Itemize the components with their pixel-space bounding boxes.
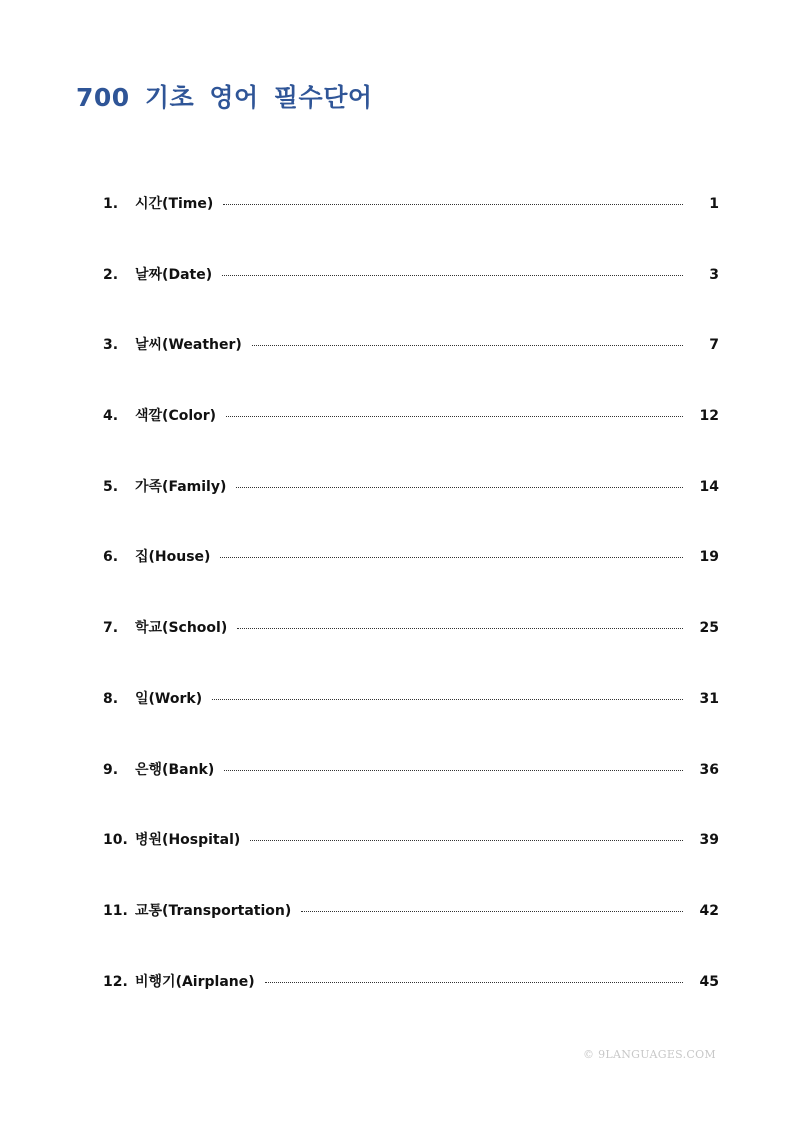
- toc-entry-page: 19: [699, 549, 719, 566]
- toc-entry-title: 가족(Family): [135, 478, 227, 495]
- toc-entry-number: 8.: [103, 690, 119, 707]
- toc-entry-school[interactable]: [103, 610, 719, 681]
- toc-entry-page: 42: [699, 902, 719, 919]
- toc-entry-number: 10.: [103, 832, 128, 849]
- toc-entry-page: 14: [699, 478, 719, 495]
- copyright-watermark: © 9LANGUAGES.COM: [583, 1048, 716, 1061]
- toc-entry-page: 31: [699, 690, 719, 707]
- dot-leader: [250, 839, 683, 841]
- toc-entry-title: 날씨(Weather): [135, 337, 242, 354]
- toc-entry-number: 11.: [103, 902, 128, 919]
- dot-leader: [236, 486, 683, 488]
- toc-entry-date[interactable]: [103, 257, 719, 328]
- toc-entry-transportation[interactable]: [103, 893, 719, 964]
- toc-entry-title: 교통(Transportation): [135, 902, 292, 919]
- dot-leader: [237, 627, 683, 629]
- dot-leader: [252, 344, 683, 346]
- toc-entry-page: 3: [709, 266, 719, 283]
- toc-entry-house[interactable]: [103, 539, 719, 610]
- dot-leader: [224, 769, 683, 771]
- dot-leader: [212, 698, 683, 700]
- toc-entry-time[interactable]: [103, 186, 719, 257]
- toc-entry-page: 1: [709, 196, 719, 212]
- dot-leader: [265, 981, 683, 983]
- table-of-contents: [103, 186, 719, 1034]
- toc-entry-number: 12.: [103, 973, 128, 990]
- toc-entry-title: 은행(Bank): [135, 761, 215, 778]
- dot-leader: [226, 415, 683, 417]
- dot-leader: [223, 203, 683, 205]
- toc-entry-family[interactable]: [103, 469, 719, 540]
- toc-entry-color[interactable]: [103, 398, 719, 469]
- toc-entry-title: 집(House): [135, 549, 211, 566]
- toc-entry-number: 6.: [103, 549, 119, 566]
- toc-entry-page: 36: [699, 761, 719, 778]
- toc-entry-page: 39: [699, 832, 719, 849]
- toc-entry-work[interactable]: [103, 681, 719, 752]
- toc-entry-number: 5.: [103, 478, 119, 495]
- page-title: 700 기초 영어 필수단어: [76, 83, 373, 112]
- toc-entry-number: 1.: [103, 196, 119, 212]
- toc-entry-number: 3.: [103, 337, 119, 354]
- toc-entry-number: 2.: [103, 266, 119, 283]
- toc-entry-title: 일(Work): [135, 690, 203, 707]
- toc-entry-title: 색깔(Color): [135, 408, 217, 425]
- toc-entry-title: 비행기(Airplane): [135, 973, 255, 990]
- dot-leader: [222, 274, 683, 276]
- toc-entry-title: 학교(School): [135, 620, 228, 637]
- toc-entry-number: 9.: [103, 761, 119, 778]
- toc-entry-page: 12: [699, 408, 719, 425]
- dot-leader: [220, 556, 683, 558]
- toc-entry-page: 7: [709, 337, 719, 354]
- toc-entry-number: 4.: [103, 408, 119, 425]
- toc-entry-page: 45: [699, 973, 719, 990]
- toc-entry-weather[interactable]: [103, 327, 719, 398]
- toc-entry-bank[interactable]: [103, 752, 719, 823]
- toc-entry-page: 25: [699, 620, 719, 637]
- toc-entry-hospital[interactable]: [103, 822, 719, 893]
- toc-entry-title: 병원(Hospital): [135, 832, 241, 849]
- toc-entry-title: 날짜(Date): [135, 266, 213, 283]
- toc-entry-number: 7.: [103, 620, 119, 637]
- toc-entry-airplane[interactable]: [103, 964, 719, 1035]
- dot-leader: [301, 910, 683, 912]
- toc-entry-title: 시간(Time): [135, 196, 214, 212]
